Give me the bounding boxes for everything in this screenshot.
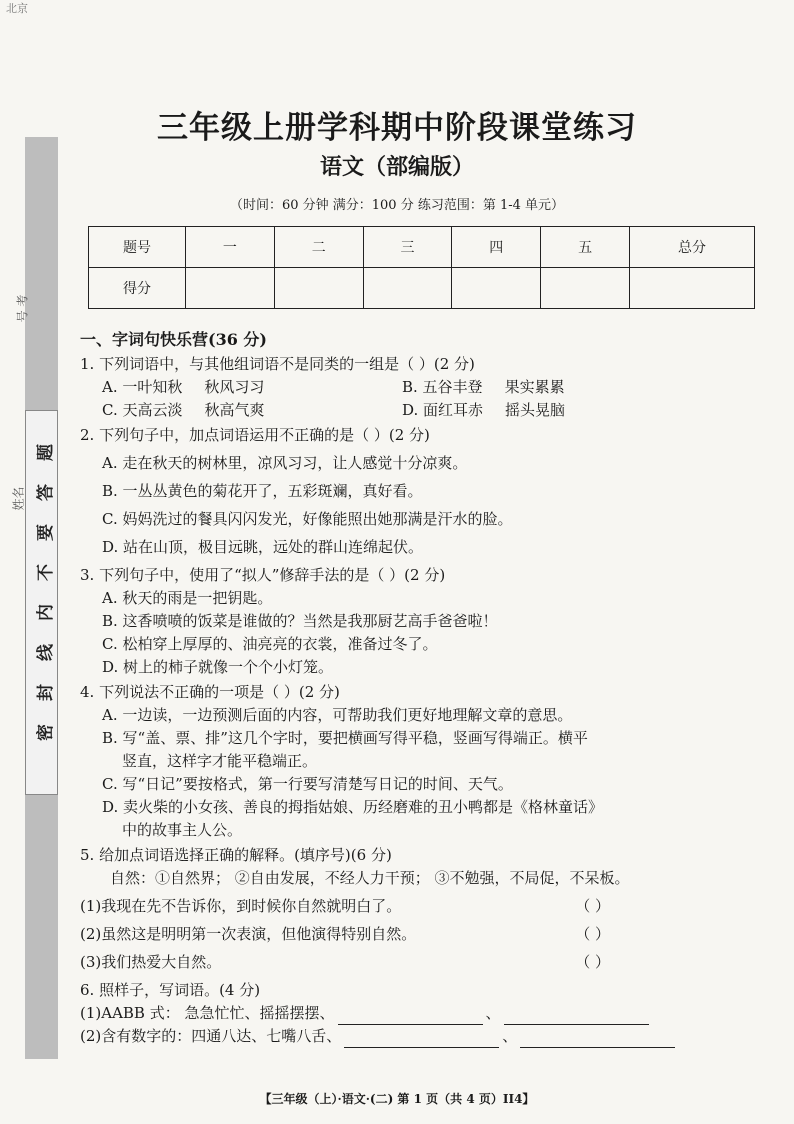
question-6-stem: 6. 照样子，写词语。(4 分) (80, 981, 261, 999)
option-text: D. 站在山顶，极目远眺，远处的群山连绵起伏。 (102, 538, 424, 556)
option-text: C. 天高云淡 (102, 401, 183, 419)
option-text: D. 树上的柿子就像一个个小灯笼。 (102, 658, 334, 676)
option-text: C. 妈妈洗过的餐具闪闪发光，好像能照出她那满是汗水的脸。 (102, 510, 513, 528)
score-header-cell: 二 (274, 227, 363, 268)
page-title: 三年级上册学科期中阶段课堂练习 (157, 110, 637, 146)
blank-separator: 、 (502, 1027, 518, 1045)
score-cell[interactable] (363, 268, 452, 309)
question-content (80, 328, 760, 1048)
score-header-cell: 一 (186, 227, 275, 268)
option-text: D. 卖火柴的小女孩、善良的拇指姑娘、历经磨难的丑小鸭都是《格林童话》 (102, 798, 604, 816)
score-cell[interactable] (541, 268, 630, 309)
seal-char: 题 (35, 444, 56, 461)
score-header-cell: 题号 (89, 227, 186, 268)
option-text: B. 一丛丛黄色的菊花开了，五彩斑斓，真好看。 (102, 482, 423, 500)
fill-line (80, 1025, 760, 1048)
definition-text: 自然：①自然界； ②自由发展，不经人力干预； ③不勉强，不局促，不呆板。 (110, 869, 630, 887)
score-header-cell: 五 (541, 227, 630, 268)
answer-parens[interactable]: （ ） (575, 897, 610, 915)
option-text: 秋高气爽 (204, 401, 265, 419)
question-2-stem: 2. 下列句子中，加点词语运用不正确的是（ ）(2 分) (80, 426, 430, 444)
sub-question-text: (1)我现在先不告诉你，到时候你自然就明白了。 (80, 897, 402, 915)
seal-char: 密 (35, 724, 56, 741)
option-text: 摇头晃脑 (505, 401, 566, 419)
answer-parens[interactable]: （ ） (575, 953, 610, 971)
sub-question (80, 895, 760, 918)
option-text: A. 走在秋天的树林里，凉风习习，让人感觉十分凉爽。 (102, 454, 468, 472)
question-1-options-ab (80, 376, 760, 399)
blank-separator: 、 (485, 1004, 501, 1022)
answer-blank[interactable] (338, 1009, 483, 1025)
question-3-stem: 3. 下列句子中，使用了“拟人”修辞手法的是（ ）(2 分) (80, 566, 446, 584)
option-text: A. 秋天的雨是一把钥匙。 (102, 589, 273, 607)
seal-char: 答 (35, 484, 56, 501)
score-table-score-row (89, 268, 755, 309)
option-text: B. 五谷丰登 (402, 378, 483, 396)
seal-char: 内 (35, 604, 56, 621)
option-text: C. 松柏穿上厚厚的、油亮亮的衣裳，准备过冬了。 (102, 635, 438, 653)
score-cell[interactable] (186, 268, 275, 309)
sub-question (80, 951, 760, 974)
sub-question-text: (3)我们热爱大自然。 (80, 953, 222, 971)
seal-line-text (34, 440, 56, 745)
option-text-continued: 竖直，这样字才能平稳端正。 (122, 752, 318, 770)
option-text-continued: 中的故事主人公。 (122, 821, 243, 839)
option-text: 果实累累 (504, 378, 565, 396)
score-cell[interactable] (274, 268, 363, 309)
seal-char: 不 (35, 564, 56, 581)
option-text: B. 写“盖、票、排”这几个字时，要把横画写得平稳，竖画写得端正。横平 (102, 729, 588, 747)
page-footer: 【三年级（上）·语文·(二) 第 1 页（共 4 页）II4】 (259, 1092, 535, 1106)
fill-line (80, 1002, 760, 1025)
question-1-options-cd (80, 399, 760, 422)
score-row-label: 得分 (89, 268, 186, 309)
sub-question-text: (2)虽然这是明明第一次表演，但他演得特别自然。 (80, 925, 417, 943)
option-text: A. 一叶知秋 (102, 378, 183, 396)
answer-blank[interactable] (344, 1032, 499, 1048)
score-header-cell: 三 (363, 227, 452, 268)
score-table (88, 226, 755, 309)
fill-line-text: (2)含有数字的：四通八达、七嘴八舌、 (80, 1027, 342, 1045)
score-table-header-row (89, 227, 755, 268)
score-cell[interactable] (452, 268, 541, 309)
option-text: D. 面红耳赤 (402, 401, 484, 419)
score-header-cell: 总分 (630, 227, 755, 268)
corner-mark: 北京 (6, 2, 28, 15)
score-cell[interactable] (630, 268, 755, 309)
answer-blank[interactable] (504, 1009, 649, 1025)
page-subtitle: 语文（部编版） (319, 154, 474, 180)
seal-char: 要 (35, 524, 56, 541)
option-text: A. 一边读，一边预测后面的内容，可帮助我们更好地理解文章的意思。 (102, 706, 573, 724)
fill-line-text: (1)AABB 式： 急急忙忙、摇摇摆摆、 (80, 1004, 335, 1022)
section-title: 一、字词句快乐营(36 分) (80, 330, 267, 349)
question-1-stem: 1. 下列词语中，与其他组词语不是同类的一组是（ ）(2 分) (80, 355, 475, 373)
question-5-stem: 5. 给加点词语选择正确的解释。(填序号)(6 分) (80, 846, 392, 864)
seal-char: 封 (35, 684, 56, 701)
option-text: C. 写“日记”要按格式，第一行要写清楚写日记的时间、天气。 (102, 775, 513, 793)
seal-char: 线 (35, 644, 56, 661)
exam-meta: （时间：60 分钟 满分：100 分 练习范围：第 1-4 单元） (229, 198, 565, 213)
question-4-stem: 4. 下列说法不正确的一项是（ ）(2 分) (80, 683, 340, 701)
answer-blank[interactable] (520, 1032, 675, 1048)
margin-mark-name: 姓名 (11, 486, 26, 511)
sub-question (80, 923, 760, 946)
option-text: 秋风习习 (204, 378, 265, 396)
option-text: B. 这香喷喷的饭菜是谁做的？当然是我那厨艺高手爸爸啦！ (102, 612, 498, 630)
margin-mark-exam-number: 号 考 (15, 294, 30, 323)
score-header-cell: 四 (452, 227, 541, 268)
answer-parens[interactable]: （ ） (575, 925, 610, 943)
